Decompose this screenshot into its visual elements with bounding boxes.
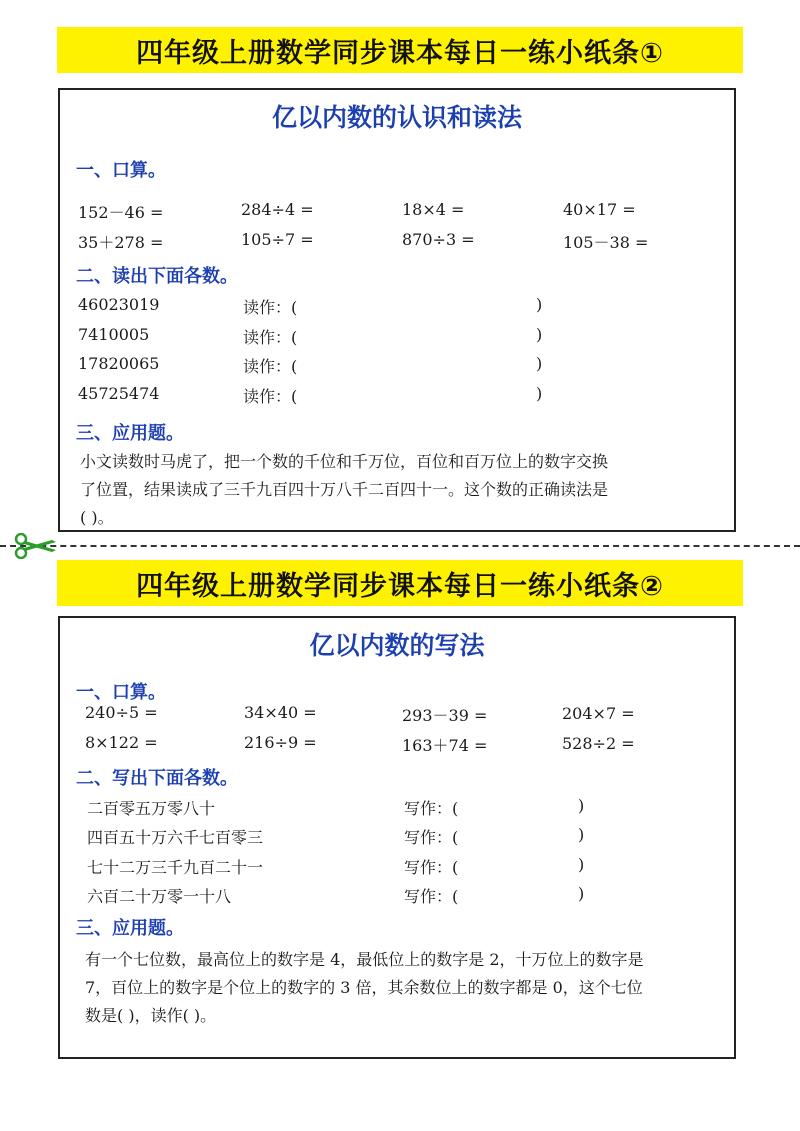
sheet1-calc-item: 284÷4 = [241, 200, 314, 219]
sheet2-write-blank-close: ) [578, 855, 585, 874]
sheet1-banner: 四年级上册数学同步课本每日一练小纸条① [57, 27, 743, 73]
sheet2-problem-answer-line[interactable]: 数是( )，读作( )。 [85, 1006, 217, 1025]
sheet1-read-blank-label[interactable]: 读作：( [243, 298, 298, 317]
sheet1-calc-item: 152－46 = [78, 203, 164, 222]
sheet2-problem-line: 7，百位上的数字是个位上的数字的 3 倍，其余数位上的数字都是 0，这个七位 [85, 978, 643, 997]
cut-line [0, 545, 800, 547]
sheet2-section-mental-math: 一、口算。 [76, 682, 166, 703]
sheet2-problem-line: 有一个七位数，最高位上的数字是 4，最低位上的数字是 2，十万位上的数字是 [85, 950, 644, 969]
sheet2-calc-item: 216÷9 = [244, 733, 317, 752]
sheet1-section-word-problem: 三、应用题。 [76, 423, 184, 444]
sheet2-write-blank-label[interactable]: 写作：( [404, 828, 459, 847]
sheet2-section-word-problem: 三、应用题。 [76, 918, 184, 939]
sheet2-write-blank-label[interactable]: 写作：( [404, 799, 459, 818]
sheet1-calc-item: 105－38 = [563, 233, 649, 252]
sheet2-section-write-numbers: 二、写出下面各数。 [76, 768, 238, 789]
sheet2-calc-item: 8×122 = [85, 733, 158, 752]
sheet2-number-words: 四百五十万六千七百零三 [87, 828, 264, 847]
sheet2-number-words: 六百二十万零一十八 [87, 887, 232, 906]
sheet1-read-blank-label[interactable]: 读作：( [243, 387, 298, 406]
sheet2-calc-item: 240÷5 = [85, 703, 158, 722]
sheet2-calc-item: 528÷2 = [562, 734, 635, 753]
sheet2-calc-item: 163＋74 = [402, 736, 488, 755]
sheet2-topic: 亿以内数的写法 [309, 631, 485, 660]
sheet1-calc-item: 35＋278 = [78, 233, 164, 252]
sheet1-problem-answer-line[interactable]: ( )。 [80, 508, 114, 527]
sheet1-topic: 亿以内数的认识和读法 [271, 103, 522, 132]
sheet2-write-blank-close: ) [578, 825, 585, 844]
sheet1-read-blank-close: ) [536, 384, 543, 403]
sheet1-number: 7410005 [78, 325, 150, 344]
sheet1-read-blank-close: ) [536, 325, 543, 344]
sheet1-calc-item: 18×4 = [402, 200, 465, 219]
sheet2-write-blank-close: ) [578, 796, 585, 815]
sheet1-calc-item: 870÷3 = [402, 230, 475, 249]
sheet1-number: 46023019 [78, 295, 160, 314]
sheet1-card [58, 88, 736, 532]
sheet1-read-blank-label[interactable]: 读作：( [243, 328, 298, 347]
sheet2-calc-item: 293－39 = [402, 706, 488, 725]
sheet2-write-blank-label[interactable]: 写作：( [404, 887, 459, 906]
sheet1-number: 17820065 [78, 354, 160, 373]
sheet1-calc-item: 105÷7 = [241, 230, 314, 249]
sheet2-banner: 四年级上册数学同步课本每日一练小纸条② [57, 560, 743, 606]
sheet1-section-read-numbers: 二、读出下面各数。 [76, 266, 238, 287]
scissors-icon [14, 533, 58, 559]
sheet1-problem-line: 小文读数时马虎了，把一个数的千位和千万位，百位和百万位上的数字交换 [80, 452, 609, 471]
sheet2-number-words: 七十二万三千九百二十一 [87, 858, 264, 877]
sheet1-number: 45725474 [78, 384, 160, 403]
sheet2-write-blank-label[interactable]: 写作：( [404, 858, 459, 877]
sheet2-calc-item: 34×40 = [244, 703, 317, 722]
sheet1-section-mental-math: 一、口算。 [76, 160, 166, 181]
sheet2-card [58, 616, 736, 1059]
sheet1-calc-item: 40×17 = [563, 200, 636, 219]
sheet1-read-blank-close: ) [536, 295, 543, 314]
sheet1-problem-line: 了位置，结果读成了三千九百四十万八千二百四十一。这个数的正确读法是 [80, 480, 609, 499]
sheet2-write-blank-close: ) [578, 884, 585, 903]
sheet1-read-blank-label[interactable]: 读作：( [243, 357, 298, 376]
sheet2-number-words: 二百零五万零八十 [87, 799, 216, 818]
sheet1-read-blank-close: ) [536, 354, 543, 373]
sheet2-calc-item: 204×7 = [562, 704, 635, 723]
